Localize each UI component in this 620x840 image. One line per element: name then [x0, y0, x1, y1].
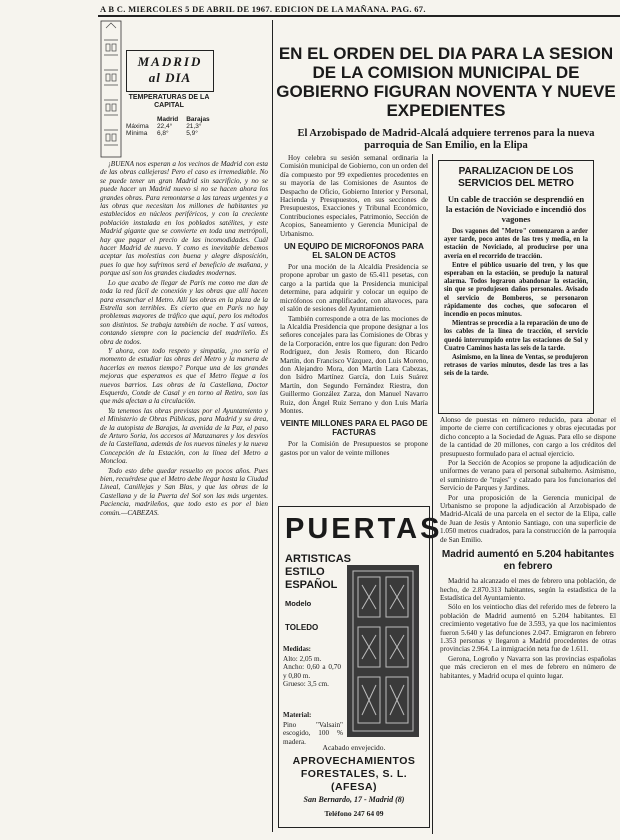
- ad-phone: Teléfono 247 64 09: [324, 809, 384, 818]
- mid-paragraph: Por la Comisión de Presupuestos se propone gastos por un valor de veinte millones: [280, 440, 428, 457]
- right-paragraph: Por una proposición de la Gerencia municipal de Urbanismo se propone la adjudicación al Arzobispado de Madrid-Alcalá de una parcela en el sector de la Elipa, calle de Juan de Jesús y Antonio Santiago, con una superficie de 1.050 metros cuadrados, para la construcción de la parroquia de San Emilio.: [440, 493, 616, 544]
- metro-headline: PARALIZACION DE LOS SERVICIOS DEL METRO: [458, 166, 574, 189]
- ad-model-label: Modelo: [285, 599, 312, 608]
- ad-measure: Alto: 2,05 m.: [283, 655, 322, 663]
- ad-subtitle: [285, 553, 351, 592]
- right-paragraph: Madrid ha alcanzado el mes de febrero una población, de hecho, de 2.870.313 habitantes, según la estadística de la Estadística del Ayuntamiento.: [440, 577, 616, 602]
- temp-col-madrid: Madrid: [156, 116, 179, 123]
- ad-sub-line: ESTILO: [285, 566, 325, 578]
- left-paragraph: Y ahora, con todo respeto y simpatía, ¿no sería el momento de estudiar las obras del Metro y la manera de hacerlas en menos tiempo? Porque una de las grandes mejoras que esperamos es que el Metro llegue a los nuevos barrios. Las obras de la Castellana, Doctor Esquerdo, Conde de Casal y en torno al Retiro, son las que más afectan a la circulación.: [100, 346, 268, 406]
- page-header: A B C. MIERCOLES 5 DE ABRIL DE 1967. EDICION DE LA MAÑANA. PAG. 67.: [100, 4, 426, 14]
- right-column-text: [440, 416, 616, 828]
- decorative-illustration: [100, 20, 122, 158]
- advertisement: [278, 506, 443, 828]
- masthead-title: MADRID: [137, 54, 203, 69]
- ad-sub-line: ESPAÑOL: [285, 579, 338, 591]
- temp-value: 6,8°: [156, 130, 169, 137]
- left-paragraph: Lo que acabo de llegar de París me como me dan de toda la red fácil de conexión y las obras que allí hacen para ensanchar el Metro. Allí las obras en la plaza de la Estrella son terribles. Es cierto que en París no hay problemas mayores de tráfico que aquí, pero los métodos son distintos. Se trabaja también de noche. Y así vamos, contando siempre con la paciencia del madrileño. Es obra de todos.: [100, 278, 268, 346]
- building-illustration-icon: [100, 20, 122, 158]
- metro-paragraph: Mientras se procedía a la reparación de uno de los cables de la línea de tracción, el servicio quedó interrumpido entre las estaciones de Sol y Cuatro Caminos hasta las seis de la tarde.: [444, 320, 588, 352]
- left-paragraph: Ya tenemos las obras previstas por el Ayuntamiento y el Ministerio de Obras Públicas, para Madrid y su área, de la autopista de Barajas, la avenida de la Paz, el paso de Arturo Soria, los accesos al Manzanares y los desvíos de la Castellana, además de los nuevos túneles y la nueva Concepción de la Estación, con la línea del Metro a Moncloa.: [100, 406, 268, 466]
- right-paragraph: Por la Sección de Acopios se propone la adjudicación de uniformes de verano para el personal subalterno. Asimismo, el suministro de "trajes" y calzado para los funcionarios del Servicio de Parques y Jardines.: [440, 459, 616, 493]
- column-rule: [432, 154, 433, 834]
- temperatures-title: TEMPERATURAS DE LA CAPITAL: [128, 94, 210, 109]
- ad-measure: Ancho: 0,60 a 0,70 y 0,80 m.: [283, 663, 341, 680]
- temp-label: Máxima: [126, 123, 149, 130]
- ad-material: Pino "Valsain" escogido, 100 % madera.: [283, 721, 343, 746]
- ad-sub-line: ARTISTICAS: [285, 553, 351, 565]
- ad-model: TOLEDO: [285, 623, 319, 632]
- left-column-text: [100, 160, 268, 824]
- ad-door-image: [347, 565, 419, 737]
- column-rule: [272, 20, 273, 832]
- population-heading: Madrid aumentó en 5.204 habitantes en febrero: [441, 549, 615, 573]
- section-heading: UN EQUIPO DE MICROFONOS PARA EL SALON DE ACTOS: [284, 242, 424, 261]
- metro-text: [444, 228, 588, 388]
- right-paragraph: Alonso de puestas en número reducido, para abonar el importe de cierre con certificaciones y obras ejecutadas por dicho concepto a la Sociedad de Aguas. Para ello se dispone de la cantidad de 20 millones, con cargo a los créditos del presupuesto formulado para el actual ejercicio.: [440, 416, 616, 458]
- temperatures-table: [124, 116, 216, 137]
- ad-address: San Bernardo, 17 - Madrid (8): [303, 795, 405, 804]
- left-paragraph: Todo esto debe quedar resuelto en pocos años. Pues bien, recuérdese que el Metro debe llegar hasta la Ciudad Lineal, Canillejas y San Blas, y que las obras de la Castellana y de la Puerta del Sol son las más urgentes. Paciencia, madrileños, que todo esto es por el bien común.—CABEZAS.: [100, 466, 268, 517]
- carved-door-icon: [347, 565, 419, 737]
- ad-finish: Acabado envejecido.: [322, 743, 386, 752]
- main-headline: EN EL ORDEN DEL DIA PARA LA SESION DE LA COMISION MUNICIPAL DE GOBIERNO FIGURAN NOVENTA Y NUEVE EXPEDIENTES: [276, 44, 616, 120]
- intro-paragraph: Hoy celebra su sesión semanal ordinaria la Comisión municipal de Gobierno, con un orden del día compuesto por 99 expedientes procedentes en su mayoría de las Comisiones de Asuntos de Despacho de Oficio, Gobierno Interior y Personal, Hacienda y Presupuestos, en sus secciones de Presupuestos, Exacciones y Tribunal Económico, Contribuciones especiales, Patrimonio, Sección de Acopios, Saneamiento y Gerencia Municipal de Urbanismo.: [280, 154, 428, 238]
- section-heading: VEINTE MILLONES PARA EL PAGO DE FACTURAS: [280, 419, 428, 438]
- left-paragraph: ¡BUENA nos esperan a los vecinos de Madrid con esta de las obras callejeras! Pero el caso es irremediable. No se puede tener un gran Madrid sin sacrificio, y no se puede hacer un Madrid nuevo si no se hacen ahora los grandes obras. Para remontarse a las tareas urgentes y a las obras que necesitan los millones de habitantes ya establecidos en núcleos periféricos, y con la creciente población instalada en los poblados satélites, y este Madrid gigante que se convierte en toda una metrópoli, hay que pagar el precio de las incomodidades. Cuál hacer Madrid de nuevo. Y como es inevitable debemos aceptar las molestias con buena y alegre disposición, pues lo que hoy sufrimos será el beneficio de mañana, y porque así son los grandes ciudades modernas.: [100, 160, 268, 278]
- right-paragraph: Sólo en los veintiocho días del referido mes de febrero la población de Madrid aumentó en 5.204 habitantes. El crecimiento vegetativo fue de 3.593, ya que los nacimientos fueron 5.640 y las defunciones 2.047. Emigraron en febrero 1.353 personas y llegaron a Madrid procedentes de otras provincias 2.964. La inmigración neta fue de 1.611.: [440, 603, 616, 654]
- metro-paragraph: Entre el público usuario del tren, y los que esperaban en la estación, se produjo la natural alarma. Todos lograron abandonar la estación, sin que se produjesen daños personales. Avisado el servicio de Bomberos, se personaron rápidamente dos coches, que sofocaron el incendio en pocos minutos.: [444, 261, 588, 319]
- ad-company: APROVECHAMIENTOS FORESTALES, S. L. (AFESA): [292, 755, 416, 793]
- temp-value: 21,3°: [186, 123, 202, 130]
- metro-subheadline: Un cable de tracción se desprendió en la estación de Noviciado e incendió dos vagones: [445, 194, 587, 224]
- header-rule: [98, 15, 620, 17]
- ad-measure: Grueso: 3,5 cm.: [283, 680, 329, 689]
- temp-label: Mínima: [126, 130, 148, 137]
- temp-value: 5,9°: [186, 130, 198, 137]
- right-paragraph: Gerona, Logroño y Navarra son las provincias españolas que más crecieron en el mes de febrero en número de habitantes, y Madrid ocupa el quinto lugar.: [440, 654, 616, 680]
- middle-column-text: [280, 154, 428, 500]
- temp-col-barajas: Barajas: [186, 116, 210, 123]
- metro-paragraph: Asimismo, en la línea de Ventas, se produjeron retrasos de varios minutos, desde las tres a las seis de la tarde.: [444, 354, 588, 378]
- metro-box: [438, 160, 594, 414]
- temp-value: 22,4°: [156, 123, 173, 130]
- mid-paragraph: Por una moción de la Alcaldía Presidencia se propone aprobar un gasto de 65.411 pesetas, con cargo a la partida que la Presidencia municipal determine, para adquirir y colocar un equipo de micrófonos con amplificador, con altavoces, para el salón de sesiones del Ayuntamiento.: [280, 263, 428, 314]
- metro-paragraph: Dos vagones del "Metro" comenzaron a arder ayer tarde, poco antes de las tres y media, en la estación de Noviciado, al producirse por una avería en el recorrido de tracción.: [444, 228, 588, 260]
- masthead-box: [126, 50, 214, 92]
- mid-paragraph: También corresponde a otra de las mociones de la Alcaldía Presidencia que propone designar a los señores concejales para las Comisiones de Obras y de la Corporación, entre los que figuran: don Pedro Rodríguez, don Jesús Romero, don Ricardo Martín, don Francisco Vázquez, don Luis Moreno, don Alejandro Mora, don Martín Lara Cabezas, don Isidro Martínez García, don Luis Suárez Martín, don Segundo Fernández Riestra, don Guillermo González Zarza, don Manuel Navarro Ruiz, don Ángel Ruiz Serrano y don Luis María Montes.: [280, 314, 428, 415]
- ad-title: PUERTAS: [285, 513, 443, 545]
- masthead-subtitle: al DIA: [148, 70, 192, 85]
- ad-material-label: Material:: [283, 711, 312, 719]
- ad-measures-label: Medidas:: [283, 645, 311, 653]
- subheadline: El Arzobispado de Madrid-Alcalá adquiere terrenos para la nueva parroquia de San Emilio, en la Elipa: [297, 128, 595, 151]
- ad-measures: [283, 655, 341, 689]
